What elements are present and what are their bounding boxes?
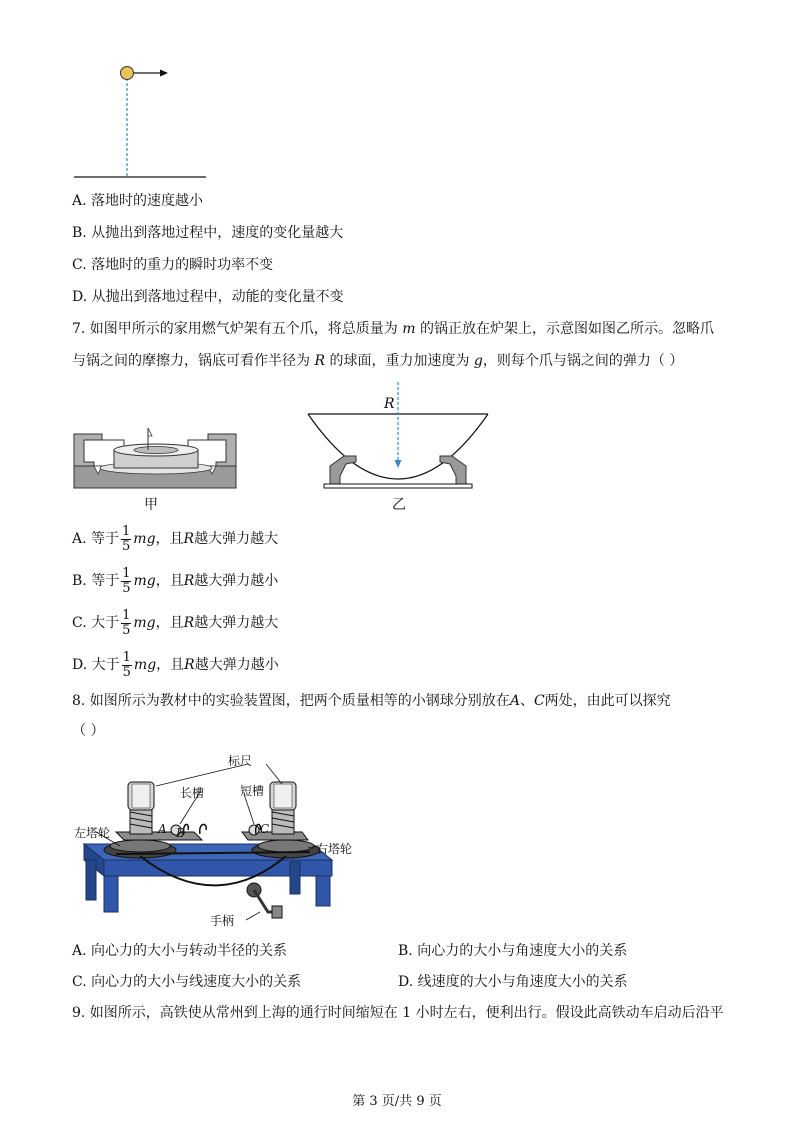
q7-stem-line2: 与锅之间的摩擦力，锅底可看作半径为 R 的球面，重力加速度为 g，则每个爪与锅之间的弹力（ ） [72,353,684,369]
q7-option-b: B. 等于 $\frac{1}{5}$ mg，且R越大弹力越小 [72,565,279,596]
label-point-b: B [176,826,185,840]
q8-option-b: B. 向心力的大小与角速度大小的关系 [398,943,628,959]
label-point-a: A [158,822,167,836]
q7-option-c: C. 大于 $\frac{1}{5}$ mg，且R越大弹力越大 [72,607,279,638]
fraction: $\frac{1}{5}$ [122,523,131,554]
figure-label-yi: 乙 [392,497,406,513]
q6-option-a: A. 落地时的速度越小 [72,193,204,209]
q8-stem-line1: 8. 如图所示为教材中的实验装置图，把两个质量相等的小钢球分别放在A、C两处，由此可以探究 [72,693,671,709]
gas-stove-figure [72,422,240,494]
fraction: $\frac{1}{5}$ [122,607,131,638]
figure-label-jia: 甲 [144,497,158,513]
q8-option-d: D. 线速度的大小与角速度大小的关系 [398,974,628,990]
projectile-figure [70,60,220,182]
label-duancao: 短槽 [240,784,265,798]
label-zuotalun: 左塔轮 [74,826,111,840]
figure-label-R: R [384,396,395,412]
fraction: $\frac{1}{5}$ [122,565,131,596]
q6-option-d: D. 从抛出到落地过程中，动能的变化量不变 [72,289,344,305]
q7-stem-line1: 7. 如图甲所示的家用燃气炉架有五个爪，将总质量为 m 的锅正放在炉架上，示意图如图乙所示。忽略爪 [72,321,714,337]
q8-option-c: C. 向心力的大小与线速度大小的关系 [72,974,302,990]
label-biaochi: 标尺 [228,754,253,768]
q7-option-d: D. 大于 $\frac{1}{5}$ mg，且R越大弹力越小 [72,649,279,680]
label-youtalun: 右塔轮 [316,842,353,856]
radius-arrow-head-icon [395,460,402,468]
fraction: $\frac{1}{5}$ [122,649,131,680]
arrow-head-icon [160,70,168,77]
q7-option-a: A. 等于 $\frac{1}{5}$ mg，且R越大弹力越大 [72,523,279,554]
page-footer: 第 3 页/共 9 页 [352,1094,442,1109]
q8-option-a: A. 向心力的大小与转动半径的关系 [72,943,288,959]
ball [121,67,134,80]
q9-stem-line1: 9. 如图所示，高铁使从常州到上海的通行时间缩短在 1 小时左右，便利出行。假设此高铁动车启动后沿平 [72,1005,724,1021]
pot-on-stand-figure [300,380,494,492]
q6-option-c: C. 落地时的重力的瞬时功率不变 [72,257,274,273]
label-point-c: C [260,822,270,836]
q8-stem-line2: （ ） [72,723,105,739]
q6-option-b: B. 从抛出到落地过程中，速度的变化量越大 [72,225,344,241]
label-shoubing: 手柄 [210,914,235,928]
label-changcao: 长槽 [180,786,205,800]
